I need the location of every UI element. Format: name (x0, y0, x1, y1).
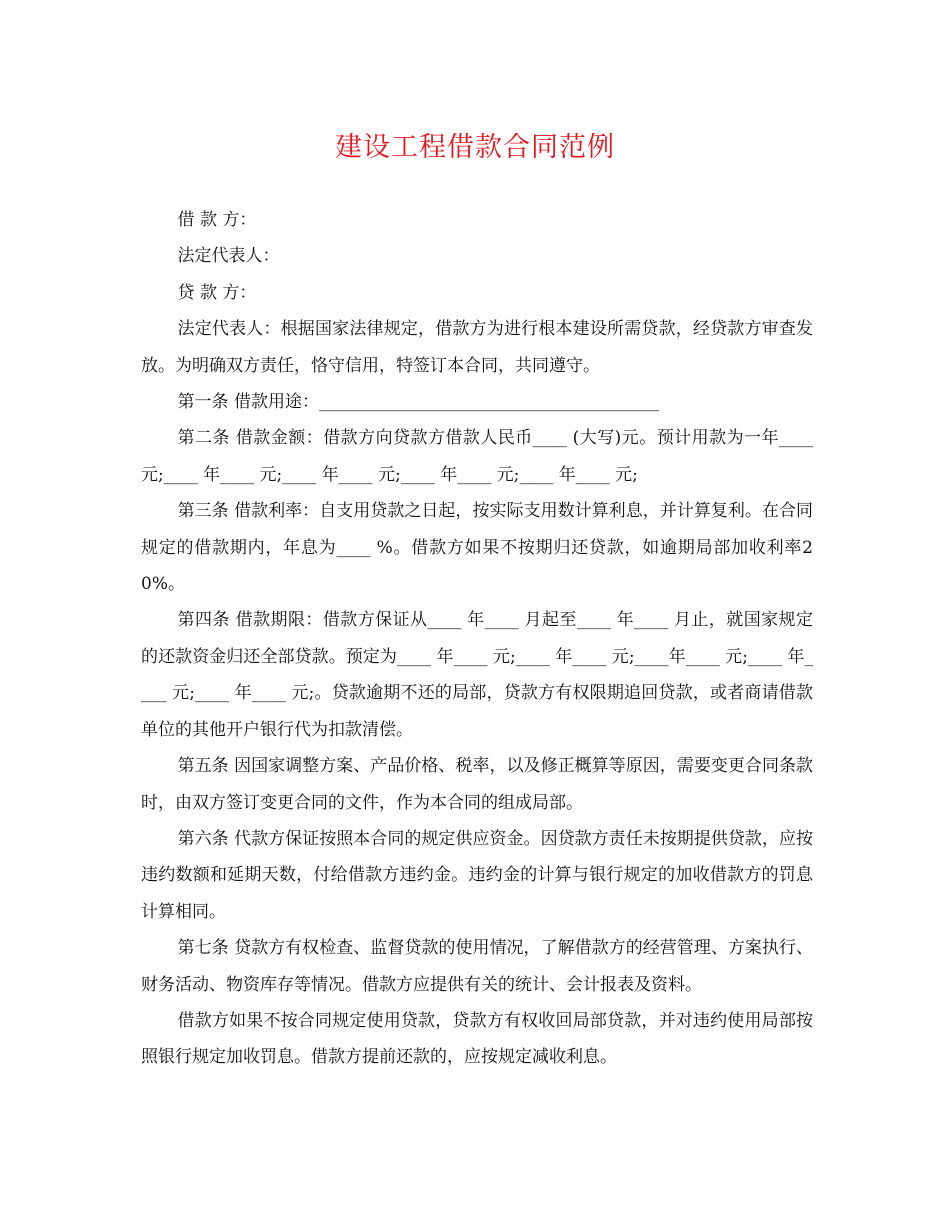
misuse-penalty-paragraph: 借款方如果不按合同规定使用贷款，贷款方有权收回局部贷款，并对违约使用局部按照银行规定加收罚息。借款方提前还款的，应按规定减收利息。 (141, 1010, 813, 1068)
article-4-loan-term: 第四条 借款期限：借款方保证从____ 年____ 月起至____ 年____ 月止，就国家规定的还款资金归还全部贷款。预定为____ 年____ 元;____ 年____ 元;____年____ 元;____ 年____ 元;____ 年____ 元;。贷款逾期不还的局部，贷款方有权限期追回贷款，或者商请借款单位的其他开户银行代为扣款清偿。 (141, 610, 813, 740)
article-7-inspection-rights: 第七条 贷款方有权检查、监督贷款的使用情况，了解借款方的经营管理、方案执行、财务活动、物资库存等情况。借款方应提供有关的统计、会计报表及资料。 (141, 938, 813, 995)
borrower-line: 借 款 方： (177, 210, 257, 230)
document-body (141, 202, 813, 1076)
article-2-loan-amount: 第二条 借款金额：借款方向贷款方借款人民币____ (大写)元。预计用款为一年____ 元;____ 年____ 元;____ 年____ 元;____ 年____ 元;____ 年____ 元; (141, 428, 813, 485)
article-3-interest-rate: 第三条 借款利率：自支用贷款之日起，按实际支用数计算利息，并计算复利。在合同规定的借款期内，年息为____ %。借款方如果不按期归还贷款，如逾期局部加收利率20%。 (141, 501, 813, 595)
lender-line: 贷 款 方： (177, 282, 257, 303)
article-1-loan-purpose: 第一条 借款用途：________________________________________ (177, 392, 659, 413)
borrower-legal-representative-line: 法定代表人： (177, 246, 280, 267)
preamble-paragraph: 法定代表人：根据国家法律规定，借款方为进行根本建设所需贷款，经贷款方审查发放。为明确双方责任，恪守信用，特签订本合同，共同遵守。 (141, 319, 813, 376)
article-6-fund-supply: 第六条 代款方保证按照本合同的规定供应资金。因贷款方责任未按期提供贷款，应按违约数额和延期天数，付给借款方违约金。违约金的计算与银行规定的加收借款方的罚息计算相同。 (141, 828, 813, 922)
document-title: 建设工程借款合同范例 (335, 132, 615, 163)
article-5-contract-changes: 第五条 因国家调整方案、产品价格、税率，以及修正概算等原因，需要变更合同条款时，由双方签订变更合同的文件，作为本合同的组成局部。 (141, 756, 813, 813)
